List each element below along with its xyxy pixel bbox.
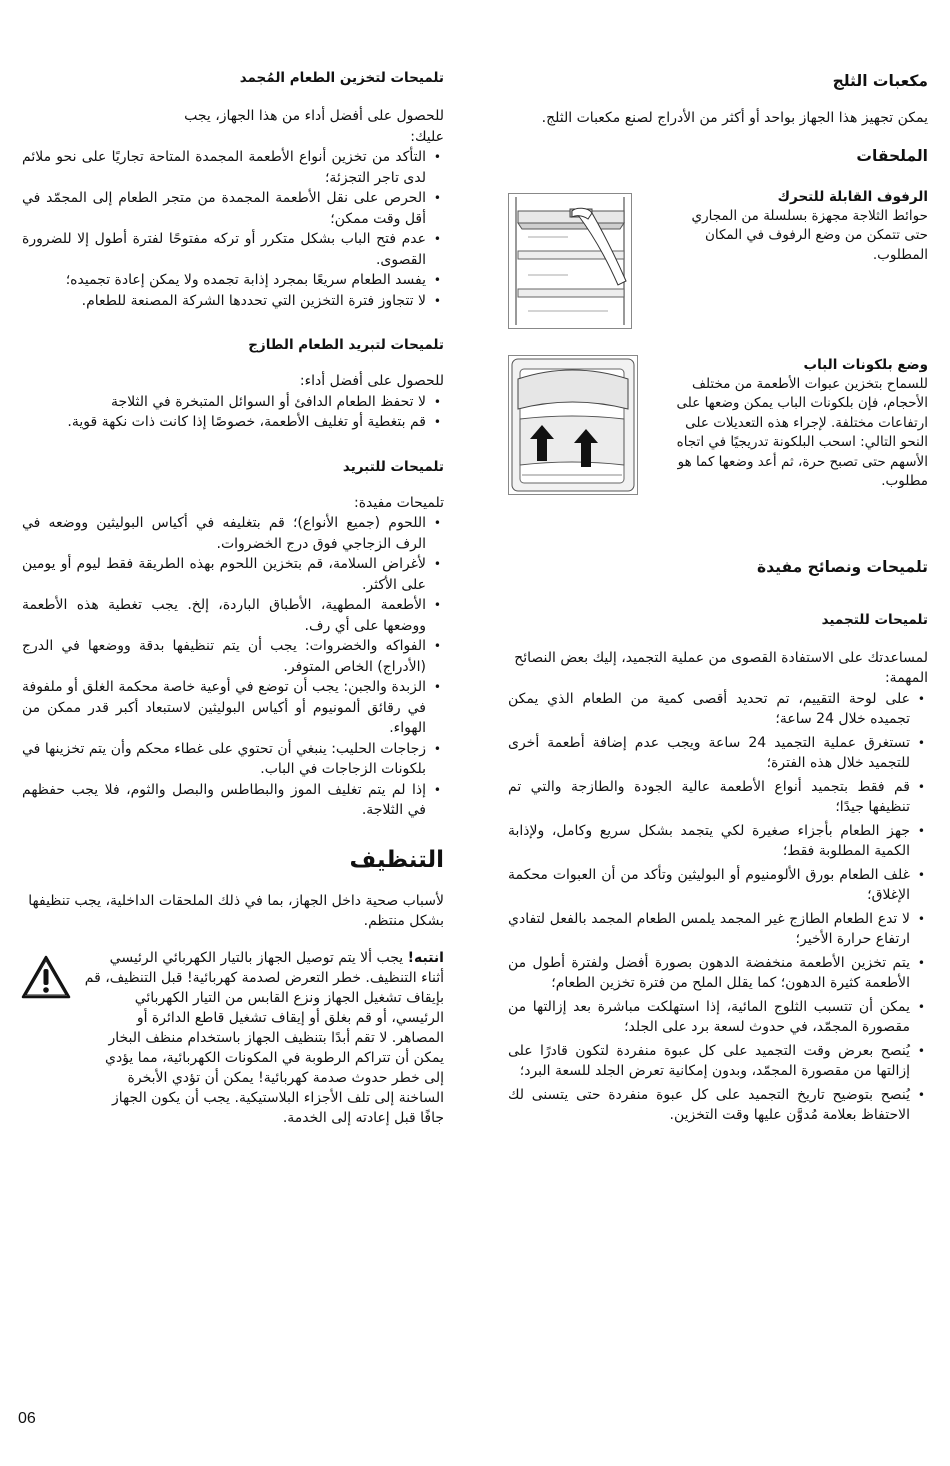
tips-title: تلميحات ونصائح مفيدة: [757, 557, 928, 576]
refrigeration-list: [22, 513, 444, 821]
list-item: • الفواكه والخضروات: يجب أن يتم تنظيفها بدقة ووضعها في الدرج (الأدراج) الخاص المتوفر.: [22, 636, 426, 677]
list-item: • لا تدع الطعام الطازج غير المجمد يلمس الطعام المجمد بالفعل لتفادي ارتفاع حرارة الأخير؛: [508, 909, 910, 950]
list-item: • عدم فتح الباب بشكل متكرر أو تركه مفتوحًا لفترة أطول إلا للضرورة القصوى.: [22, 229, 426, 270]
page-number: 06: [18, 1410, 36, 1427]
list-item: • يفسد الطعام سريعًا بمجرد إذابة تجمده ولا يمكن إعادة تجميده؛: [22, 270, 426, 291]
door-balcony-section: [508, 357, 928, 532]
freezing-tips-title: تلميحات للتجميد: [821, 611, 928, 628]
warning-triangle-icon: [20, 954, 72, 1000]
freezing-intro: لمساعدتك على الاستفادة القصوى من عملية التجميد، إليك بعض النصائح المهمة:: [514, 649, 928, 686]
fresh-cooling-list: [22, 392, 444, 433]
shelves-title: الرفوف القابلة للتحرك: [777, 188, 928, 205]
frozen-storage-title: تلميحات لتخزين الطعام المُجمد: [239, 70, 444, 86]
freezing-tips-list: [508, 689, 928, 1126]
right-column: [508, 68, 928, 1126]
list-item: • جهز الطعام بأجزاء صغيرة لكي يتجمد بشكل سريع وكامل، ولإذابة الكمية المطلوبة فقط؛: [508, 821, 910, 862]
cleaning-intro: لأسباب صحية داخل الجهاز، بما في ذلك الملحقات الداخلية، يجب تنظيفها بشكل منتظم.: [28, 892, 444, 929]
shelves-text: حوائط الثلاجة مجهزة بسلسلة من المجاري حتى تتمكن من وضع الرفوف في المكان المطلوب.: [691, 207, 928, 263]
list-item: • قم بتغطية أو تغليف الأطعمة، خصوصًا إذا كانت ذات نكهة قوية.: [22, 412, 426, 433]
door-balcony-text: للسماح بتخزين عبوات الأطعمة من مختلف الأحجام، فإن بلكونات الباب يمكن وضعها على ارتفاعات مختلفة. لإجراء هذه التعديلات على النحو التالي: اسحب البلكونة تدريجيًا في اتجاه الأسهم حتى تصبح حرة، ثم أعد وضعها كما هو مطلوب.: [676, 375, 928, 489]
cleaning-warning: [22, 948, 444, 1128]
frozen-storage-intro: للحصول على أفضل أداء من هذا الجهاز، يجب عليك:: [184, 108, 444, 145]
list-item: • على لوحة التقييم، تم تحديد أقصى كمية من الطعام الذي يمكن تجميده خلال 24 ساعة؛: [508, 689, 910, 730]
list-item: • يُنصح بتوضيح تاريخ التجميد على كل عبوة منفردة حتى يتسنى لك الاحتفاظ بعلامة مُدوَّن عليها وقت التخزين.: [508, 1085, 910, 1126]
refrigeration-intro: تلميحات مفيدة:: [354, 494, 444, 511]
list-item: • قم فقط بتجميد أنواع الأطعمة عالية الجودة والطازجة والتي تم تنظيفها جيدًا؛: [508, 777, 910, 818]
list-item: • تستغرق عملية التجميد 24 ساعة ويجب عدم إضافة أطعمة أخرى للتجميد خلال هذه الفترة؛: [508, 733, 910, 774]
list-item: • الزبدة والجبن: يجب أن توضع في أوعية خاصة محكمة الغلق أو ملفوفة في رقائق ألمونيوم أو أكياس البوليثين لاستبعاد أكبر قدر ممكن من الهواء.: [22, 677, 426, 739]
refrigeration-tips-title: تلميحات للتبريد: [342, 458, 444, 475]
list-item: • الأطعمة المطهية، الأطباق الباردة، إلخ. يجب تغطية هذه الأطعمة ووضعها على أي رف.: [22, 595, 426, 636]
left-column: [22, 68, 444, 1128]
warning-text-block: [84, 948, 444, 1128]
door-balcony-title: وضع بلكونات الباب: [803, 356, 928, 373]
warning-text-2: قبل التنظيف، قم بإيقاف تشغيل الجهاز ونزع القابس من التيار الكهربائي الرئيسي، أو قم بغلق أو إيقاف تشغيل قاطع الدائرة أو المصاهر. لا تقم أبدًا بتنظيف الجهاز باستخدام منظف البخار يمكن أن تتراكم الرطوبة في المكونات الكهربائية، مما يؤدي إلى خطر حدوث صدمة كهربائية!: [84, 969, 444, 1086]
list-item: • يمكن أن تتسبب الثلوج المائية، إذا استهلكت مباشرة بعد إزالتها من مقصورة المجمّد، في حدوث لسعة برد على الجلد؛: [508, 997, 910, 1038]
list-item: • لأغراض السلامة، قم بتخزين اللحوم بهذه الطريقة فقط ليوم أو يومين على الأكثر.: [22, 554, 426, 595]
ice-cubes-text: يمكن تجهيز هذا الجهاز بواحد أو أكثر من الأدراج لصنع مكعبات الثلج.: [541, 110, 928, 126]
warning-text-1: يجب ألا يتم توصيل الجهاز بالتيار الكهربائي الرئيسي أثناء التنظيف. خطر التعرض لصدمة كهربائية!: [109, 949, 444, 986]
warning-label: انتبه!: [407, 949, 444, 966]
shelf-illustration: [508, 193, 632, 329]
warning-text-3: يمكن أن تؤدي الأبخرة الساخنة إلى تلف الأجزاء البلاستيكية. يجب أن يكون الجهاز جافًا قبل إعادته إلى الخدمة.: [112, 1069, 444, 1126]
list-item: • اللحوم (جميع الأنواع)؛ قم بتغليفه في أكياس البوليثين ووضعه في الرف الزجاجي فوق درج الخضروات.: [22, 513, 426, 554]
warning-paragraph: [84, 948, 444, 1128]
ice-cubes-title: مكعبات الثلج: [832, 72, 928, 90]
list-item: • زجاجات الحليب: ينبغي أن تحتوي على غطاء محكم وأن يتم تخزينها في بلكونات الزجاجات في الباب.: [22, 739, 426, 780]
list-item: • لا تتجاوز فترة التخزين التي تحددها الشركة المصنعة للطعام.: [22, 291, 426, 312]
list-item: • غلف الطعام بورق الألومنيوم أو البوليثين وتأكد من أن العبوات محكمة الإغلاق؛: [508, 865, 910, 906]
list-item: • الحرص على نقل الأطعمة المجمدة من متجر الطعام إلى المجمّد في أقل وقت ممكن؛: [22, 188, 426, 229]
cleaning-title: التنظيف: [349, 846, 444, 873]
list-item: • يتم تخزين الأطعمة منخفضة الدهون بصورة أفضل ولفترة أطول من الأطعمة كثيرة الدهون؛ كما يقلل الملح من فترة تخزين الطعام؛: [508, 953, 910, 994]
accessories-title: الملحقات: [856, 146, 928, 165]
fresh-cooling-intro: للحصول على أفضل أداء:: [299, 373, 444, 389]
frozen-storage-list: [22, 147, 444, 311]
shelves-section: [508, 189, 928, 339]
list-item: • لا تحفظ الطعام الدافئ أو السوائل المتبخرة في الثلاجة: [22, 392, 426, 413]
shelves-text-block: [670, 189, 928, 266]
fresh-cooling-title: تلميحات لتبريد الطعام الطازج: [248, 337, 444, 353]
door-balcony-text-block: [658, 357, 928, 492]
list-item: • التأكد من تخزين أنواع الأطعمة المجمدة المتاحة تجاريًا على نحو ملائم لدى تاجر التجزئة؛: [22, 147, 426, 188]
list-item: • إذا لم يتم تغليف الموز والبطاطس والبصل والثوم، فلا يجب حفظهم في الثلاجة.: [22, 780, 426, 821]
door-balcony-illustration: [508, 355, 638, 495]
list-item: • يُنصح بعرض وقت التجميد على كل عبوة منفردة لتكون قادرًا على إزالتها من مقصورة المجمّد، وبدون إمكانية تعرض الجلد للسعة البرد؛: [508, 1041, 910, 1082]
